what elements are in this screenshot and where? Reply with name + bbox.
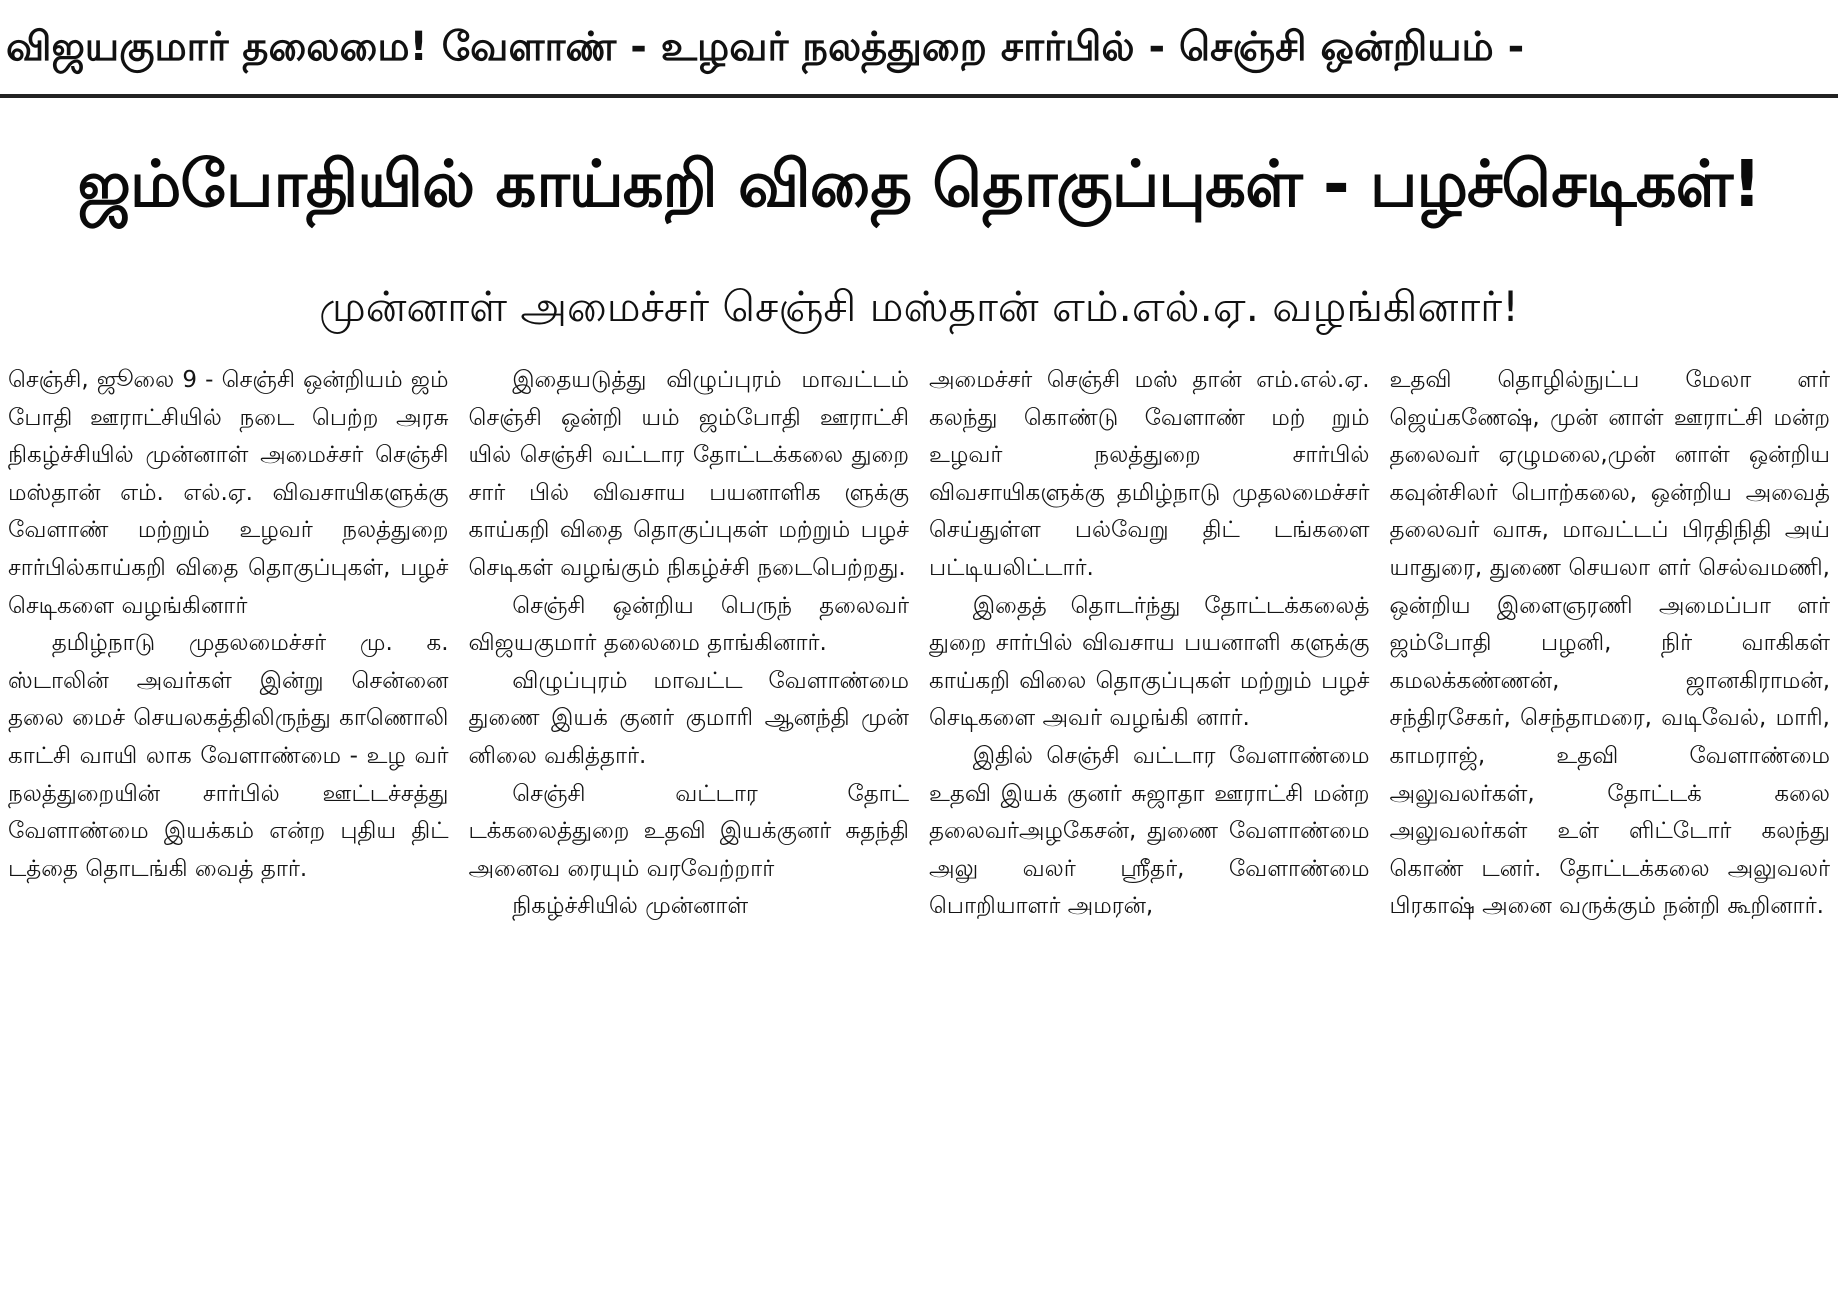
headline: ஜம்போதியில் காய்கறி விதை தொகுப்புகள் - பழச்செடிகள்! bbox=[77, 148, 1761, 222]
paragraph: செஞ்சி ஒன்றிய பெருந் தலைவர் விஜயகுமார் தலைமை தாங்கினார். bbox=[468, 592, 909, 657]
paragraph: இதையடுத்து விழுப்புரம் மாவட்டம் செஞ்சி ஒன்றி யம் ஜம்போதி ஊராட்சி யில் செஞ்சி வட்டார தோட்டக்கலை துறை சார் பில் விவசாய பயனாளிக ளுக்கு காய்கறி விதை தொகுப்புகள் மற்றும் பழச் செடிகள் வழங்கும் நிகழ்ச்சி நடைபெற்றது. bbox=[468, 367, 909, 581]
paragraph: இதைத் தொடர்ந்து தோட்டக்கலைத் துறை சார்பில் விவசாய பயனாளி களுக்கு காய்கறி விலை தொகுப்புகள் மற்றும் பழச் செடிகளை அவர் வழங்கி னார். bbox=[929, 592, 1370, 732]
divider-rule bbox=[0, 94, 1838, 98]
kicker-line: விஜயகுமார் தலைமை! வேளாண் - உழவர் நலத்துறை சார்பில் - செஞ்சி ஒன்றியம் - bbox=[6, 24, 1525, 70]
paragraph: செஞ்சி, ஜூலை 9 - செஞ்சி ஒன்றியம் ஜம் போதி ஊராட்சியில் நடை பெற்ற அரசு நிகழ்ச்சியில் முன்னாள் அமைச்சர் செஞ்சி மஸ்தான் எம். எல்.ஏ. விவசாயிகளுக்கு வேளாண் மற்றும் உழவர் நலத்துறை சார்பில்காய்கறி விதை தொகுப்புகள், பழச் செடிகளை வழங்கினார் bbox=[8, 367, 449, 619]
paragraph: உதவி தொழில்நுட்ப மேலா ளர் ஜெய்கணேஷ், முன் னாள் ஊராட்சி மன்ற தலைவர் ஏழுமலை,முன் னாள் ஒன்றிய கவுன்சிலர் பொற்கலை, ஒன்றிய அவைத் தலைவர் வாசு, மாவட்டப் பிரதிநிதி அய் யாதுரை, துணை செயலா ளர் செல்வமணி, ஒன்றிய இளைஞரணி அமைப்பா ளர் ஜம்போதி பழனி, நிர் வாகிகள் கமலக்கண்ணன், ஜானகிராமன், சந்திரசேகர், செந்தாமரை, வடிவேல், மாரி, காமராஜ், உதவி வேளாண்மை அலுவலர்கள், தோட்டக் கலை அலுவலர்கள் உள் ளிட்டோர் கலந்து கொண் டனர். தோட்டக்கலை அலுவலர் பிரகாஷ் அனை வருக்கும் நன்றி கூறினார். bbox=[1389, 367, 1830, 920]
article-column-1 bbox=[8, 362, 449, 1302]
paragraph: தமிழ்நாடு முதலமைச்சர் மு. க. ஸ்டாலின் அவர்கள் இன்று சென்னை தலை மைச் செயலகத்திலிருந்து காணொலி காட்சி வாயி லாக வேளாண்மை - உழ வர் நலத்துறையின் சார்பில் ஊட்டச்சத்து வேளாண்மை இயக்கம் என்ற புதிய திட் டத்தை தொடங்கி வைத் தார். bbox=[8, 630, 449, 882]
article-column-2 bbox=[469, 362, 910, 1302]
paragraph: இதில் செஞ்சி வட்டார வேளாண்மை உதவி இயக் குனர் சுஜாதா ஊராட்சி மன்ற தலைவர்அழகேசன், துணை வேளாண்மை அலு வலர் ஸ்ரீதர், வேளாண்மை பொறியாளர் அமரன், bbox=[929, 742, 1370, 920]
paragraph: அமைச்சர் செஞ்சி மஸ் தான் எம்.எல்.ஏ. கலந்து கொண்டு வேளாண் மற் றும் உழவர் நலத்துறை சார்பில் விவசாயிகளுக்கு தமிழ்நாடு முதலமைச்சர் செய்துள்ள பல்வேறு திட் டங்களை பட்டியலிட்டார். bbox=[929, 367, 1370, 581]
article-body bbox=[8, 362, 1830, 1302]
paragraph: நிகழ்ச்சியில் முன்னாள் bbox=[512, 893, 749, 920]
article-column-4 bbox=[1390, 362, 1831, 1302]
paragraph: செஞ்சி வட்டார தோட் டக்கலைத்துறை உதவி இயக்குனர் சுதந்தி அனைவ ரையும் வரவேற்றார் bbox=[468, 780, 909, 882]
article-column-3 bbox=[929, 362, 1370, 1302]
subheadline: முன்னாள் அமைச்சர் செஞ்சி மஸ்தான் எம்.எல்.ஏ. வழங்கினார்! bbox=[319, 282, 1519, 331]
paragraph: விழுப்புரம் மாவட்ட வேளாண்மை துணை இயக் குனர் குமாரி ஆனந்தி முன் னிலை வகித்தார். bbox=[468, 667, 909, 769]
